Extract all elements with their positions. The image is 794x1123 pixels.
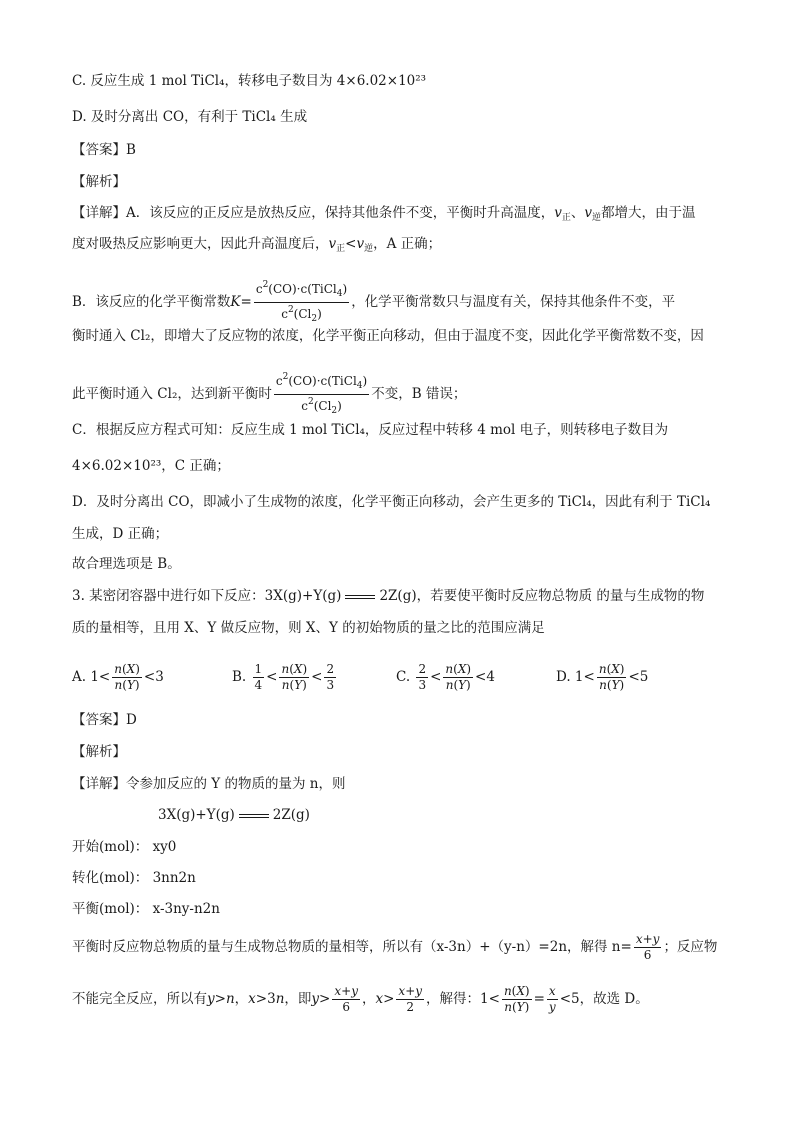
choice-c: C. $\frac{2}{3}$ < $\frac{n(X)}{n(Y)}$ <4 [396, 662, 495, 692]
detail-1-line-10: 故合理选项是 B。 [72, 556, 181, 572]
detail-2-equation: 3X(g)+Y(g) 2Z(g) [158, 807, 310, 823]
detail-1-line-4: 衡时通入 Cl₂，即增大了反应物的浓度，化学平衡正向移动，但由于温度不变，因此化学平衡常数不变，因 [72, 328, 704, 344]
detail-2-line-2: 平衡时反应物总物质的量与生成物总物质的量相等，所以有（x-3n）+（y-n）=2n，解得 n= $\frac{x+y}{6}$ ；反应物 [72, 932, 718, 962]
option-c: C. 反应生成 1 mol TiCl₄，转移电子数目为 4×6.02×10²³ [72, 73, 427, 89]
detail-1-line-5: 此平衡时通入 Cl₂，达到新平衡时 $\frac{c^2(CO)\cdot c(TiCl_4)}{c^2(Cl_2)}$ 不变，B 错误； [72, 372, 467, 416]
detail-1-line-8: D．及时分离出 CO，即减小了生成物的浓度，化学平衡正向移动，会产生更多的 TiCl₄，因此有利于 TiCl₄ [72, 494, 711, 510]
answer-label-2: 【答案】D [72, 712, 137, 728]
detail-1-line-7: 4×6.02×10²³，C 正确； [72, 458, 230, 474]
equilibrium-arrow-icon [345, 593, 375, 601]
analysis-label-2: 【解析】 [72, 744, 126, 760]
question-3-line-2: 质的量相等，且用 X、Y 做反应物，则 X、Y 的初始物质的量之比的范围应满足 [72, 620, 545, 636]
detail-2-start-row: 开始(mol)： xy0 [72, 839, 177, 855]
detail-2-line-3: 不能完全反应，所以有y>n，x>3n，即y> $\frac{x+y}{6}$ ，x> $\frac{x+y}{2}$ ，解得：1< $\frac{n(X)}{n(Y)}$ = $\frac{x}{y}$ <5，故选 D。 [72, 984, 649, 1014]
detail-2-line-1: 【详解】令参加反应的 Y 的物质的量为 n，则 [72, 776, 346, 792]
question-3-line-1: 3. 某密闭容器中进行如下反应：3X(g)+Y(g) 2Z(g)，若要使平衡时反应物总物质 的量与生成物的物 [72, 588, 705, 604]
detail-1-line-6: C．根据反应方程式可知：反应生成 1 mol TiCl₄，反应过程中转移 4 mol 电子，则转移电子数目为 [72, 422, 669, 438]
answer-label-1: 【答案】B [72, 142, 136, 158]
detail-1-line-2: 度对吸热反应影响更大，因此升高温度后，$v_正<v_逆$，A 正确； [72, 236, 442, 254]
detail-1-line-1: 【详解】A．该反应的正反应是放热反应，保持其他条件不变，平衡时升高温度，$v_正$、$v_逆$都增大，由于温 [72, 205, 696, 223]
option-d: D. 及时分离出 CO，有利于 TiCl₄ 生成 [72, 109, 308, 125]
choice-d: D. 1< $\frac{n(X)}{n(Y)}$ <5 [556, 662, 649, 692]
detail-2-change-row: 转化(mol)： 3nn2n [72, 870, 196, 886]
choice-a: A. 1< $\frac{n(X)}{n(Y)}$ <3 [72, 662, 164, 692]
detail-1-line-3: B．该反应的化学平衡常数K= $\frac{c^2(CO)\cdot c(TiCl_4)}{c^2(Cl_2)}$ ，化学平衡常数只与温度有关，保持其他条件不变，平 [72, 280, 676, 324]
analysis-label-1: 【解析】 [72, 174, 126, 190]
detail-1-line-9: 生成，D 正确； [72, 526, 169, 542]
choice-b: B. $\frac{1}{4}$ < $\frac{n(X)}{n(Y)}$ < $\frac{2}{3}$ [232, 662, 335, 692]
equilibrium-arrow-icon [239, 812, 269, 820]
detail-2-equilibrium-row: 平衡(mol)： x-3ny-n2n [72, 901, 220, 917]
